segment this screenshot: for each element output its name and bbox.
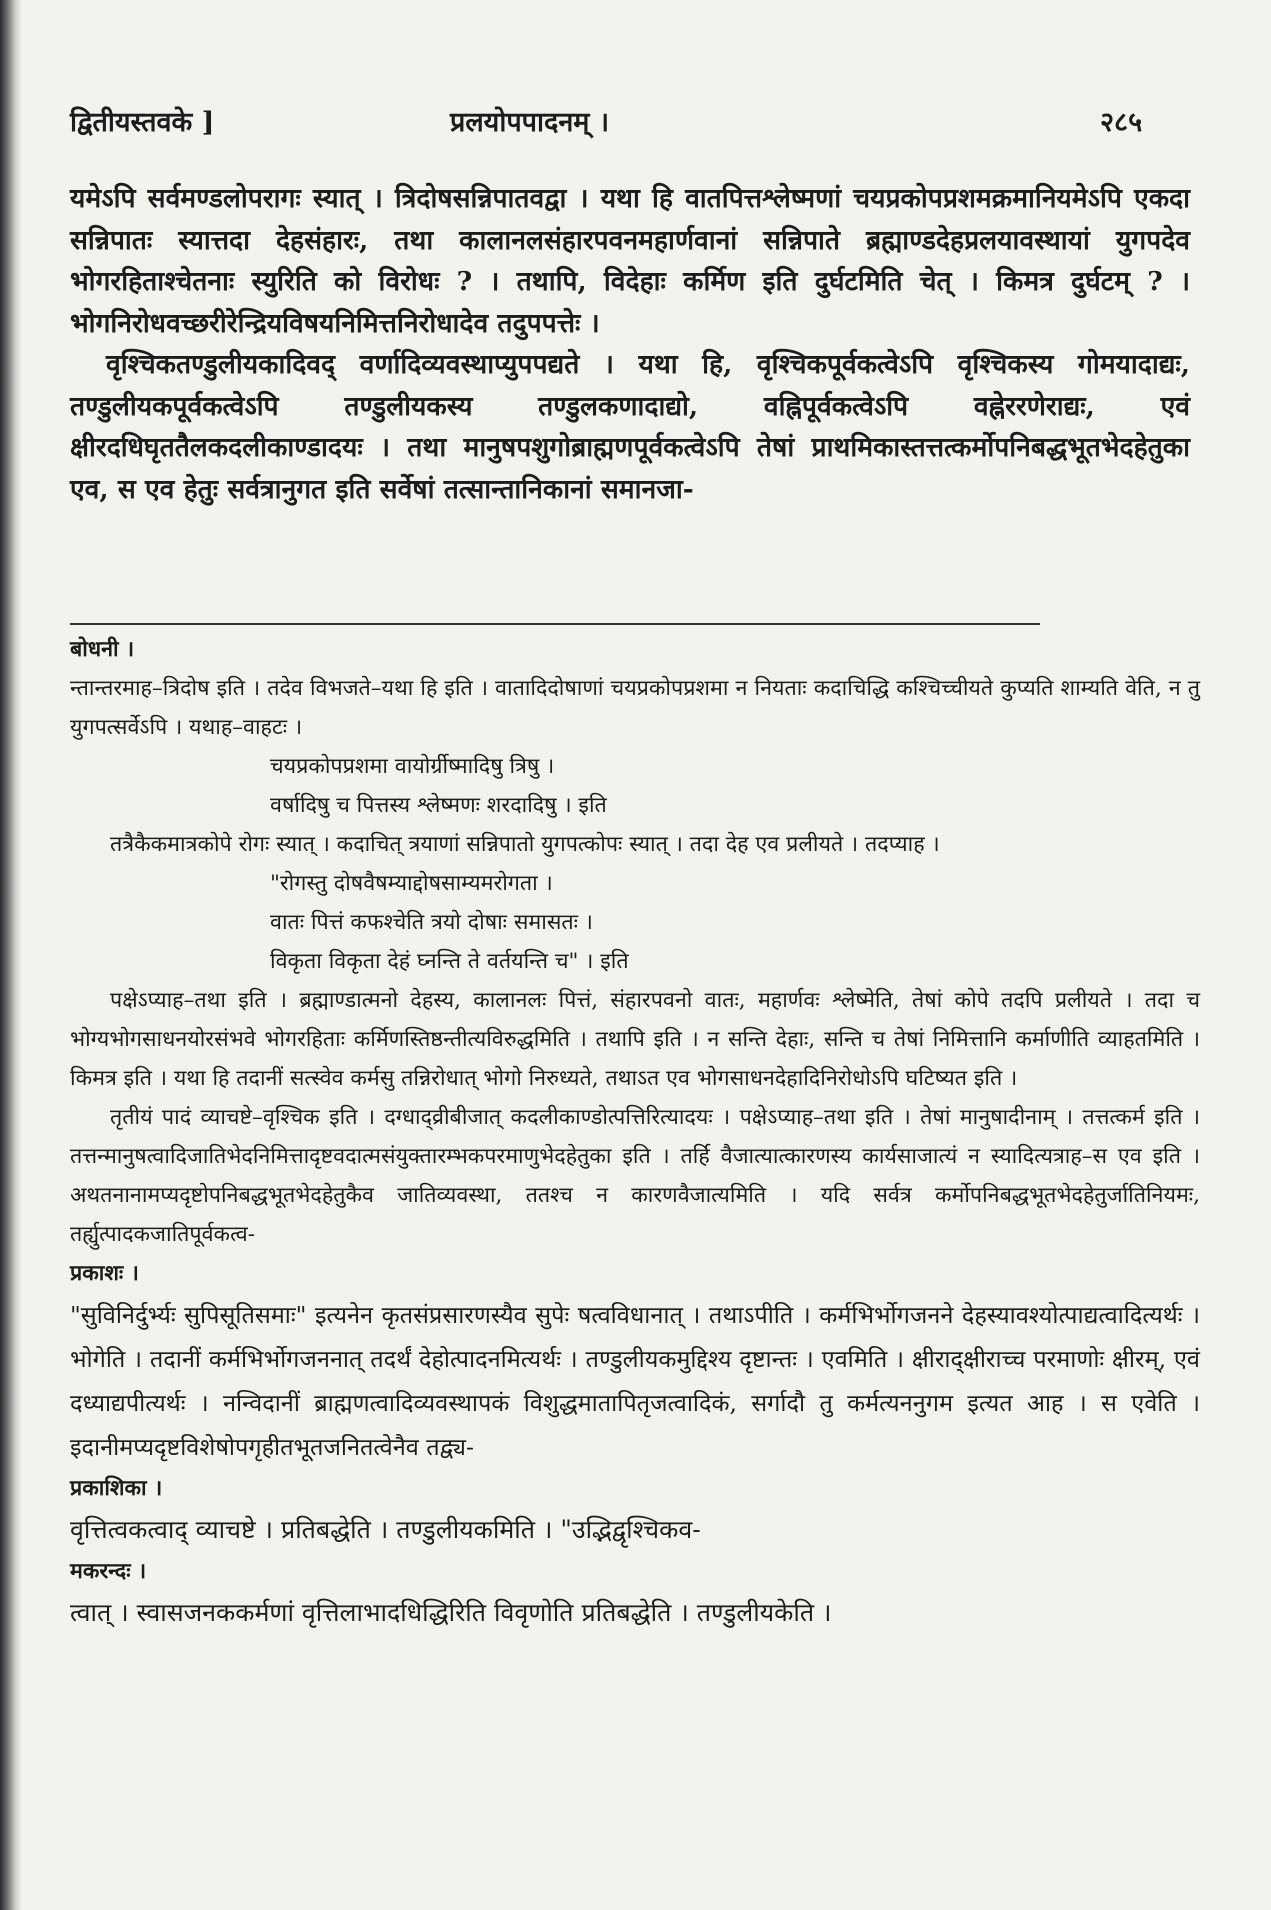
commentary-line-6: वृत्तित्वकत्वाद् व्याचष्टे । प्रतिबद्धेति । तण्डुलीयकमिति । "उद्भिद्वृश्चिकव-: [70, 1515, 701, 1544]
verse-1b: वर्षादिषु च पित्तस्य श्लेष्मणः शरदादिषु । इति: [270, 793, 607, 818]
commentary-line-3: पक्षेऽप्याह–तथा इति । ब्रह्माण्डात्मनो देहस्य, कालानलः पित्तं, संहारपवनो वातः, महार्णवः श्लेष्मेति, तेषां कोपे तदपि प्रलीयते । तदा च भोग्यभोगसाधनयोरसंभवे भोगरहिताः कर्मिणस्तिष्ठन्तीत्यविरुद्धमिति । तथापि इति । न सन्ति देहाः, सन्ति च तेषां निमित्तानि कर्माणीति व्याहतमिति । किमत्र इति । यथा हि तदानीं सत्स्वेव कर्मसु तन्निरोधात् भोगो निरुध्यते, तथाऽत एव भोगसाधनदेहादिनिरोधोऽपि घटिष्यत इति ।: [70, 988, 1200, 1091]
commentary-line-2: तत्रैकैकमात्रकोपे रोगः स्यात् । कदाचित् त्रयाणां सन्निपातो युगपत्कोपः स्यात् । तदा देह एव प्रलीयते । तदप्याह ।: [110, 832, 940, 857]
page-number: २८५: [1100, 107, 1143, 138]
prakasha-title: प्रकाशः ।: [70, 1261, 139, 1286]
commentary-line-5: "सुविनिर्दुर्भ्यः सुपिसूतिसमाः" इत्यनेन कृतसंप्रसारणस्यैव सुपेः षत्वविधानात् । तथाऽपीति । कर्मभिर्भोगजनने देहस्यावश्योत्पाद्यत्वादित्यर्थः । भोगेति । तदानीं कर्मभिर्भोगजननात् तदर्थं देहोत्पादनमित्यर्थः । तण्डुलीयकमुद्दिश्य दृष्टान्तः । एवमिति । क्षीराद्क्षीराच्च परमाणोः क्षीरम्, एवं दध्याद्यपीत्यर्थः । नन्विदानीं ब्राह्मणत्वादिव्यवस्थापकं विशुद्धमातापितृजत्वादिकं, सर्गादौ तु कर्मत्यननुगम इत्यत आह । स एवेति । इदानीमप्यदृष्टविशेषोपगृहीतभूतजनितत्वेनैव तद्व्य-: [70, 1301, 1200, 1461]
commentary-line-4: तृतीयं पादं व्याचष्टे–वृश्चिक इति । दग्धाद्व्रीबीजात् कदलीकाण्डोत्पत्तिरित्यादयः । पक्षेऽप्याह–तथा इति । तेषां मानुषादीनाम् । तत्तत्कर्म इति । तत्तन्मानुषत्वादिजातिभेदनिमित्तादृष्टवदात्मसंयुक्तारम्भकपरमाणुभेदहेतुका इति । तर्हि वैजात्यात्कारणस्य कार्यसाजात्यं न स्यादित्यत्राह–स एव इति । अथतनानामप्यदृष्टोपनिबद्धभूतभेदहेतुकैव जातिव्यवस्था, ततश्च न कारणवैजात्यमिति । यदि सर्वत्र कर्मोपनिबद्धभूतभेदहेतुर्जातिनियमः, तर्ह्युत्पादकजातिपूर्वकत्व-: [70, 1105, 1200, 1247]
makaranda-title: मकरन्दः ।: [70, 1559, 147, 1584]
prakashika-title: प्रकाशिका ।: [70, 1476, 163, 1501]
page-header: [70, 102, 1200, 152]
page: [70, 0, 1230, 1910]
main-text: [70, 178, 1190, 510]
main-paragraph-2: वृश्चिकतण्डुलीयकादिवद् वर्णादिव्यवस्थाप्युपपद्यते । यथा हि, वृश्चिकपूर्वकत्वेऽपि वृश्चिकस्य गोमयादाद्यः, तण्डुलीयकपूर्वकत्वेऽपि तण्डुलीयकस्य तण्डुलकणादाद्यो, वह्निपूर्वकत्वेऽपि वह्नेररणेराद्यः, एवं क्षीरदधिघृततैलकदलीकाण्डादयः । तथा मानुषपशुगोब्राह्मणपूर्वकत्वेऽपि तेषां प्राथमिकास्तत्तत्कर्मोपनिबद्धभूतभेदहेतुका एव, स एव हेतुः सर्वत्रानुगत इति सर्वेषां तत्सान्तानिकानां समानजा-: [70, 349, 1190, 505]
verse-2a: "रोगस्तु दोषवैषम्याद्दोषसाम्यमरोगता ।: [270, 871, 553, 896]
section-title: प्रलयोपपादनम् ।: [450, 107, 610, 138]
divider-rule: [70, 623, 1040, 625]
verse-1a: चयप्रकोपप्रशमा वायोर्ग्रीष्मादिषु त्रिषु ।: [270, 754, 555, 779]
main-paragraph-1: यमेऽपि सर्वमण्डलोपरागः स्यात् । त्रिदोषसन्निपातवद्वा । यथा हि वातपित्तश्लेष्मणां चयप्रकोपप्रशमक्रमानियमेऽपि एकदा सन्निपातः स्यात्तदा देहसंहारः, तथा कालानलसंहारपवनमहार्णवानां सन्निपाते ब्रह्माण्डदेहप्रलयावस्थायां युगपदेव भोगरहिताश्चेतनाः स्युरिति को विरोधः ? । तथापि, विदेहाः कर्मिण इति दुर्घटमिति चेत् । किमत्र दुर्घटम् ? । भोगनिरोधवच्छरीरेन्द्रियविषयनिमित्तनिरोधादेव तदुपपत्तेः ।: [70, 183, 1190, 339]
commentary-line-7: त्वात् । स्वासजनककर्मणां वृत्तिलाभादधिद्धिरिति विवृणोति प्रतिबद्धेति । तण्डुलीयकेति ।: [70, 1598, 832, 1627]
bodhani-title: बोधनी ।: [70, 637, 135, 662]
commentary-line-1: न्तान्तरमाह–त्रिदोष इति । तदेव विभजते–यथा हि इति । वातादिदोषाणां चयप्रकोपप्रशमा न नियताः कदाचिद्धि कश्चिच्चीयते कुप्यति शाम्यति वेति, न तु युगपत्सर्वेऽपि । यथाह–वाहटः ।: [70, 676, 1200, 740]
verse-2b: वातः पित्तं कफश्चेति त्रयो दोषाः समासतः ।: [270, 910, 593, 935]
chapter-label: द्वितीयस्तवके ]: [70, 107, 215, 138]
scan-left-edge: [0, 0, 22, 1910]
verse-2c: विकृता विकृता देहं घ्नन्ति ते वर्तयन्ति च" । इति: [270, 949, 629, 974]
commentary: [70, 630, 1200, 1635]
